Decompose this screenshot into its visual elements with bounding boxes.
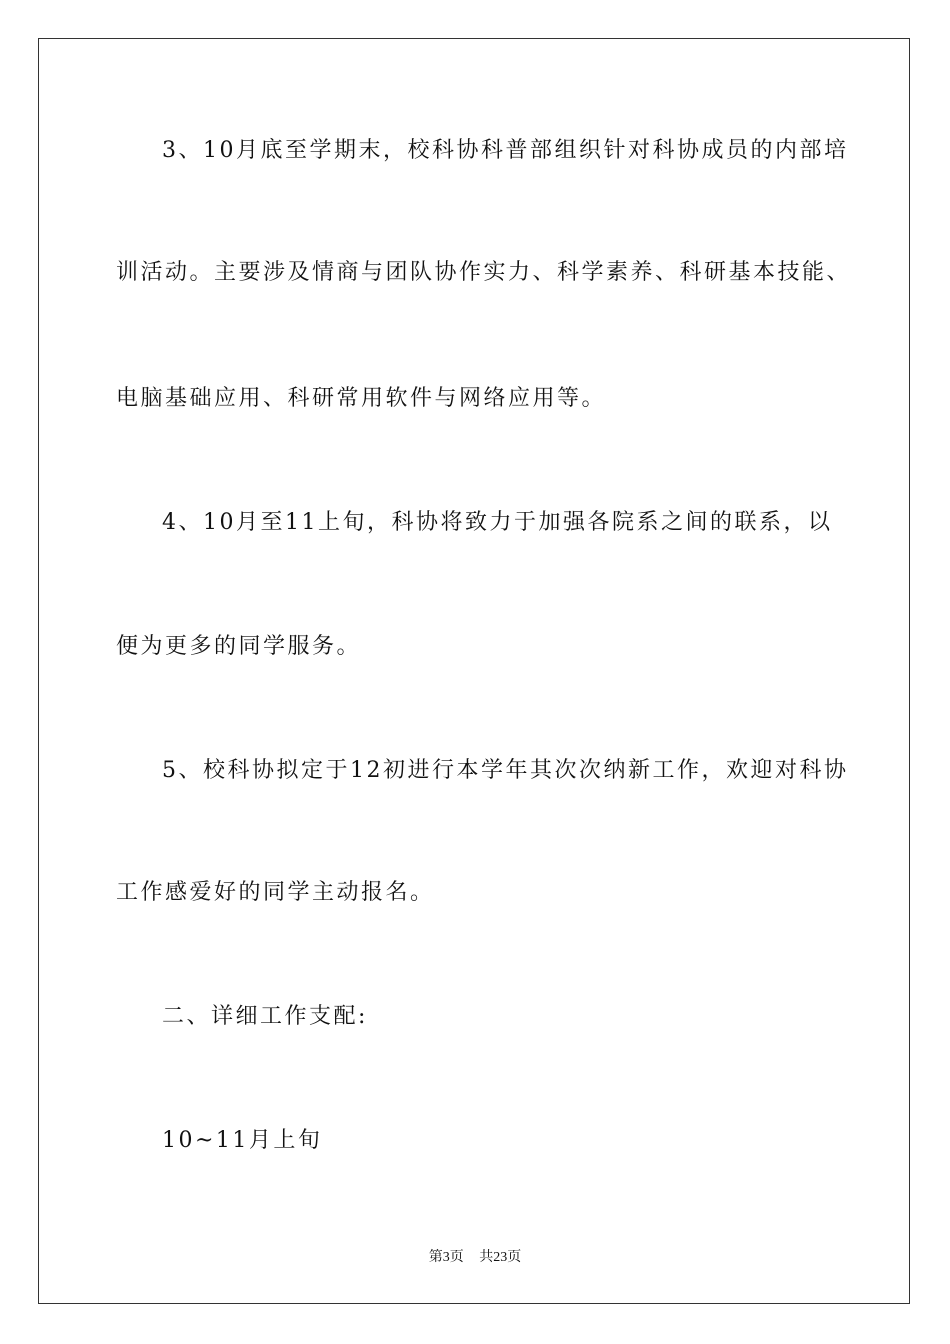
paragraph-line-2: 训活动。主要涉及情商与团队协作实力、科学素养、科研基本技能、: [116, 260, 852, 285]
page-number: 第3页: [428, 1250, 464, 1265]
paragraph-line-7: 工作感爱好的同学主动报名。: [116, 880, 435, 905]
paragraph-line-6: 5、校科协拟定于12初进行本学年其次次纳新工作，欢迎对科协: [162, 758, 849, 783]
paragraph-line-1: 3、10月底至学期末，校科协科普部组织针对科协成员的内部培: [162, 138, 849, 163]
paragraph-line-4: 4、10月至11上旬，科协将致力于加强各院系之间的联系，以: [162, 510, 833, 535]
page-footer: [0, 1246, 950, 1266]
schedule-heading: 10~11月上旬: [162, 1128, 323, 1153]
section-heading: 二、详细工作支配:: [162, 1004, 368, 1029]
page-border: [38, 38, 910, 1304]
page-total: 共23页: [479, 1250, 522, 1265]
paragraph-line-5: 便为更多的同学服务。: [116, 634, 362, 659]
paragraph-line-3: 电脑基础应用、科研常用软件与网络应用等。: [116, 386, 607, 411]
